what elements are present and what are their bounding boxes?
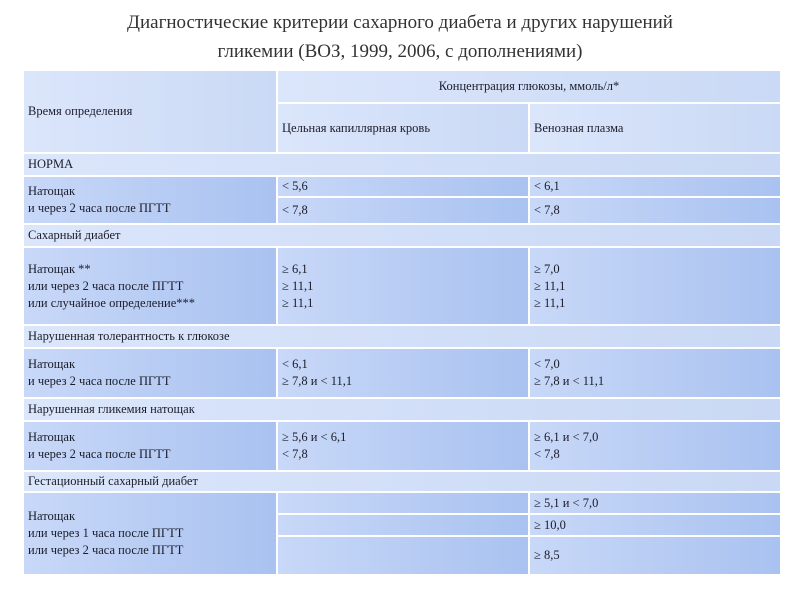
header-time-label: Время определения: [28, 104, 133, 118]
criterion-line: или через 2 часа после ПГТТ: [28, 278, 184, 293]
value: < 6,1: [282, 357, 308, 371]
criterion-line: и через 2 часа после ПГТТ: [28, 447, 171, 461]
section-title-gdm: [23, 471, 781, 492]
value: < 7,0: [534, 357, 560, 371]
norm-cap-fasting: [277, 176, 529, 197]
section-label: Гестационный сахарный диабет: [28, 474, 198, 488]
criterion-line: Натощак: [28, 357, 76, 371]
value: < 5,6: [282, 179, 308, 193]
ifg-ven-cell: [529, 421, 781, 471]
igt-cap-cell: [277, 348, 529, 398]
criterion-line: Натощак: [28, 430, 76, 444]
header-concentration: [277, 70, 781, 103]
norm-ven-fasting: [529, 176, 781, 197]
header-venous: [529, 103, 781, 153]
igt-ven-cell: [529, 348, 781, 398]
norm-ven-2h: [529, 197, 781, 224]
criteria-table: [23, 70, 781, 575]
section-label: Сахарный диабет: [28, 228, 121, 242]
section-title-norm: [23, 153, 781, 176]
header-time: [23, 70, 277, 153]
criterion-line: или случайное определение***: [28, 295, 196, 310]
value: ≥ 11,1: [282, 295, 314, 310]
igt-label-cell: [23, 348, 277, 398]
value: < 7,8: [282, 447, 308, 461]
value: ≥ 11,1: [534, 278, 566, 293]
value: ≥ 11,1: [282, 278, 314, 293]
header-capillary-label: Цельная капиллярная кровь: [282, 120, 431, 135]
ifg-cap-cell: [277, 421, 529, 471]
value: ≥ 6,1: [282, 261, 308, 276]
value: ≥ 7,0: [534, 261, 560, 276]
criterion-line: Натощак **: [28, 261, 91, 276]
norm-label-cell: [23, 176, 277, 224]
value: ≥ 7,8 и < 11,1: [534, 374, 605, 388]
value: ≥ 8,5: [534, 548, 560, 562]
criterion-line: или через 1 часа после ПГТТ: [28, 526, 184, 540]
criterion-line: Натощак: [28, 184, 76, 198]
title-line-1: Диагностические критерии сахарного диабета и других нарушений: [127, 12, 673, 33]
criterion-line: и через 2 часа после ПГТТ: [28, 374, 171, 388]
criterion-line: и через 2 часа после ПГТТ: [28, 201, 171, 215]
value: < 7,8: [534, 447, 560, 461]
value: ≥ 5,1 и < 7,0: [534, 495, 599, 510]
ifg-label-cell: [23, 421, 277, 471]
value: ≥ 7,8 и < 11,1: [282, 374, 353, 388]
header-capillary: [277, 103, 529, 153]
section-title-igt: [23, 325, 781, 348]
gdm-cap-2h: [277, 536, 529, 575]
gdm-cap-1h: [277, 514, 529, 536]
section-label: Нарушенная толерантность к глюкозе: [28, 329, 230, 343]
gdm-ven-1h: [529, 514, 781, 536]
value: ≥ 6,1 и < 7,0: [534, 430, 599, 444]
gdm-ven-fasting: [529, 492, 781, 514]
value: ≥ 10,0: [534, 517, 566, 532]
section-label: НОРМА: [28, 157, 74, 171]
gdm-cap-fasting: [277, 492, 529, 514]
diabetes-ven-cell: [529, 247, 781, 325]
gdm-label-cell: [23, 492, 277, 575]
value: ≥ 5,6 и < 6,1: [282, 430, 347, 444]
section-title-ifg: [23, 398, 781, 421]
criterion-line: Натощак: [28, 509, 76, 523]
gdm-ven-2h: [529, 536, 781, 575]
criterion-line: или через 2 часа после ПГТТ: [28, 543, 184, 557]
page-title: [0, 8, 800, 66]
diabetes-cap-cell: [277, 247, 529, 325]
header-venous-label: Венозная плазма: [534, 120, 624, 135]
value: ≥ 11,1: [534, 295, 566, 310]
value: < 6,1: [534, 179, 560, 193]
diabetes-label-cell: [23, 247, 277, 325]
header-concentration-label: Концентрация глюкозы, ммоль/л*: [438, 79, 620, 93]
section-label: Нарушенная гликемия натощак: [28, 402, 195, 416]
section-title-diabetes: [23, 224, 781, 247]
value: < 7,8: [282, 203, 308, 217]
value: < 7,8: [534, 203, 560, 217]
norm-cap-2h: [277, 197, 529, 224]
title-line-2: гликемии (ВОЗ, 1999, 2006, с дополнениями): [217, 41, 583, 62]
